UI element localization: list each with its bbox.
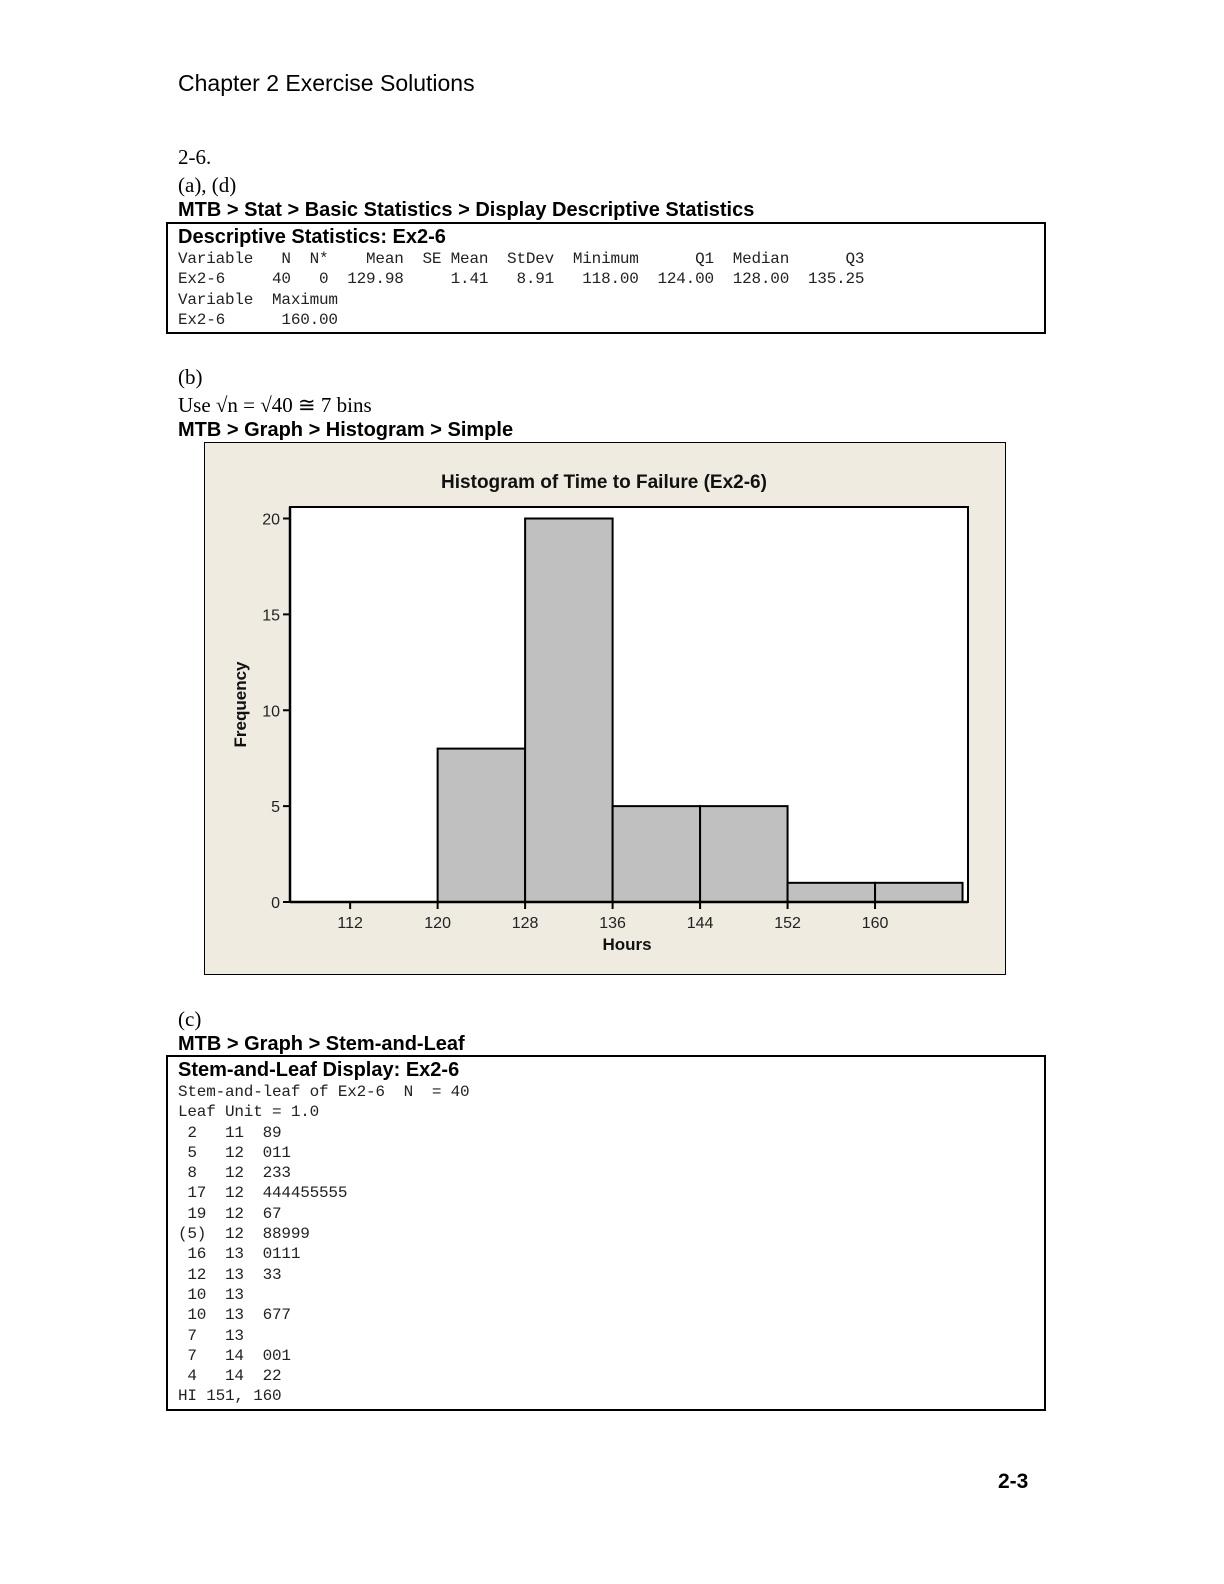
histogram-bar	[612, 806, 699, 902]
stemleaf-line: 8 12 233	[178, 1164, 291, 1183]
histogram-chart-frame	[204, 442, 1006, 975]
stemleaf-title: Stem-and-Leaf Display: Ex2-6	[178, 1059, 460, 1081]
descriptive-stats-box	[166, 222, 1046, 334]
bins-note: Use √n = √40 ≅ 7 bins	[178, 393, 372, 417]
x-axis-label: Hours	[601, 934, 652, 954]
stemleaf-line: Leaf Unit = 1.0	[178, 1103, 320, 1122]
descriptive-stats-line: Ex2-6 40 0 129.98 1.41 8.91 118.00 124.00 128.00 135.25	[178, 270, 865, 289]
chapter-title: Chapter 2 Exercise Solutions	[178, 70, 475, 96]
stemleaf-line: 5 12 011	[178, 1143, 291, 1162]
exercise-number: 2-6.	[178, 145, 212, 169]
y-axis-label: Frequency	[230, 661, 250, 747]
descriptive-stats-line: Ex2-6 160.00	[178, 310, 338, 329]
x-tick-label: 152	[773, 914, 801, 932]
stemleaf-line: 16 13 0111	[178, 1245, 301, 1264]
page-number: 2-3	[998, 1470, 1029, 1493]
histogram-menu-path: MTB > Graph > Histogram > Simple	[178, 419, 514, 441]
histogram-bar	[787, 882, 874, 901]
x-tick-label: 128	[511, 914, 538, 932]
stemleaf-output	[178, 1082, 1044, 1407]
x-tick-label: 112	[336, 914, 363, 932]
y-tick-label: 15	[261, 606, 280, 624]
part-ad-label: (a), (d)	[178, 173, 237, 197]
x-tick-label: 120	[423, 914, 451, 932]
histogram-bar	[700, 806, 787, 902]
descriptive-stats-line: Variable N N* Mean SE Mean StDev Minimum Q1 Median Q3	[178, 250, 865, 268]
stemleaf-line: HI 151, 160	[178, 1387, 282, 1406]
descriptive-menu-path: MTB > Stat > Basic Statistics > Display Descriptive Statistics	[178, 199, 755, 221]
stemleaf-line: Stem-and-leaf of Ex2-6 N = 40	[178, 1083, 470, 1101]
x-tick-label: 160	[861, 914, 888, 932]
descriptive-stats-line: Variable Maximum	[178, 290, 338, 309]
stemleaf-line: (5) 12 88999	[178, 1225, 310, 1244]
x-tick-label: 144	[686, 914, 713, 932]
descriptive-stats-title: Descriptive Statistics: Ex2-6	[178, 226, 446, 248]
part-c-label: (c)	[178, 1007, 202, 1031]
stemleaf-line: 10 13 677	[178, 1306, 291, 1325]
stemleaf-line: 17 12 444455555	[178, 1184, 348, 1203]
stemleaf-line: 10 13	[178, 1285, 244, 1304]
descriptive-stats-output	[178, 249, 1044, 330]
stemleaf-line: 12 13 33	[178, 1265, 282, 1284]
stemleaf-line: 2 11 89	[178, 1123, 282, 1142]
stemleaf-line: 19 12 67	[178, 1204, 282, 1223]
histogram-bar	[875, 882, 962, 901]
y-tick-label: 10	[261, 702, 280, 720]
part-b-label: (b)	[178, 365, 203, 389]
y-tick-label: 0	[270, 894, 280, 912]
y-tick-label: 20	[261, 511, 280, 529]
histogram-bar	[437, 748, 524, 901]
stemleaf-line: 7 14 001	[178, 1346, 291, 1365]
stemleaf-line: 4 14 22	[178, 1367, 282, 1386]
histogram-chart	[204, 442, 1006, 975]
x-tick-label: 136	[598, 914, 626, 932]
stemleaf-box	[166, 1055, 1046, 1411]
stemleaf-line: 7 13	[178, 1326, 244, 1345]
stemleaf-menu-path: MTB > Graph > Stem-and-Leaf	[178, 1033, 465, 1055]
y-tick-label: 5	[270, 798, 280, 816]
chart-title: Histogram of Time to Failure (Ex2-6)	[440, 471, 767, 493]
histogram-bar	[525, 518, 612, 901]
